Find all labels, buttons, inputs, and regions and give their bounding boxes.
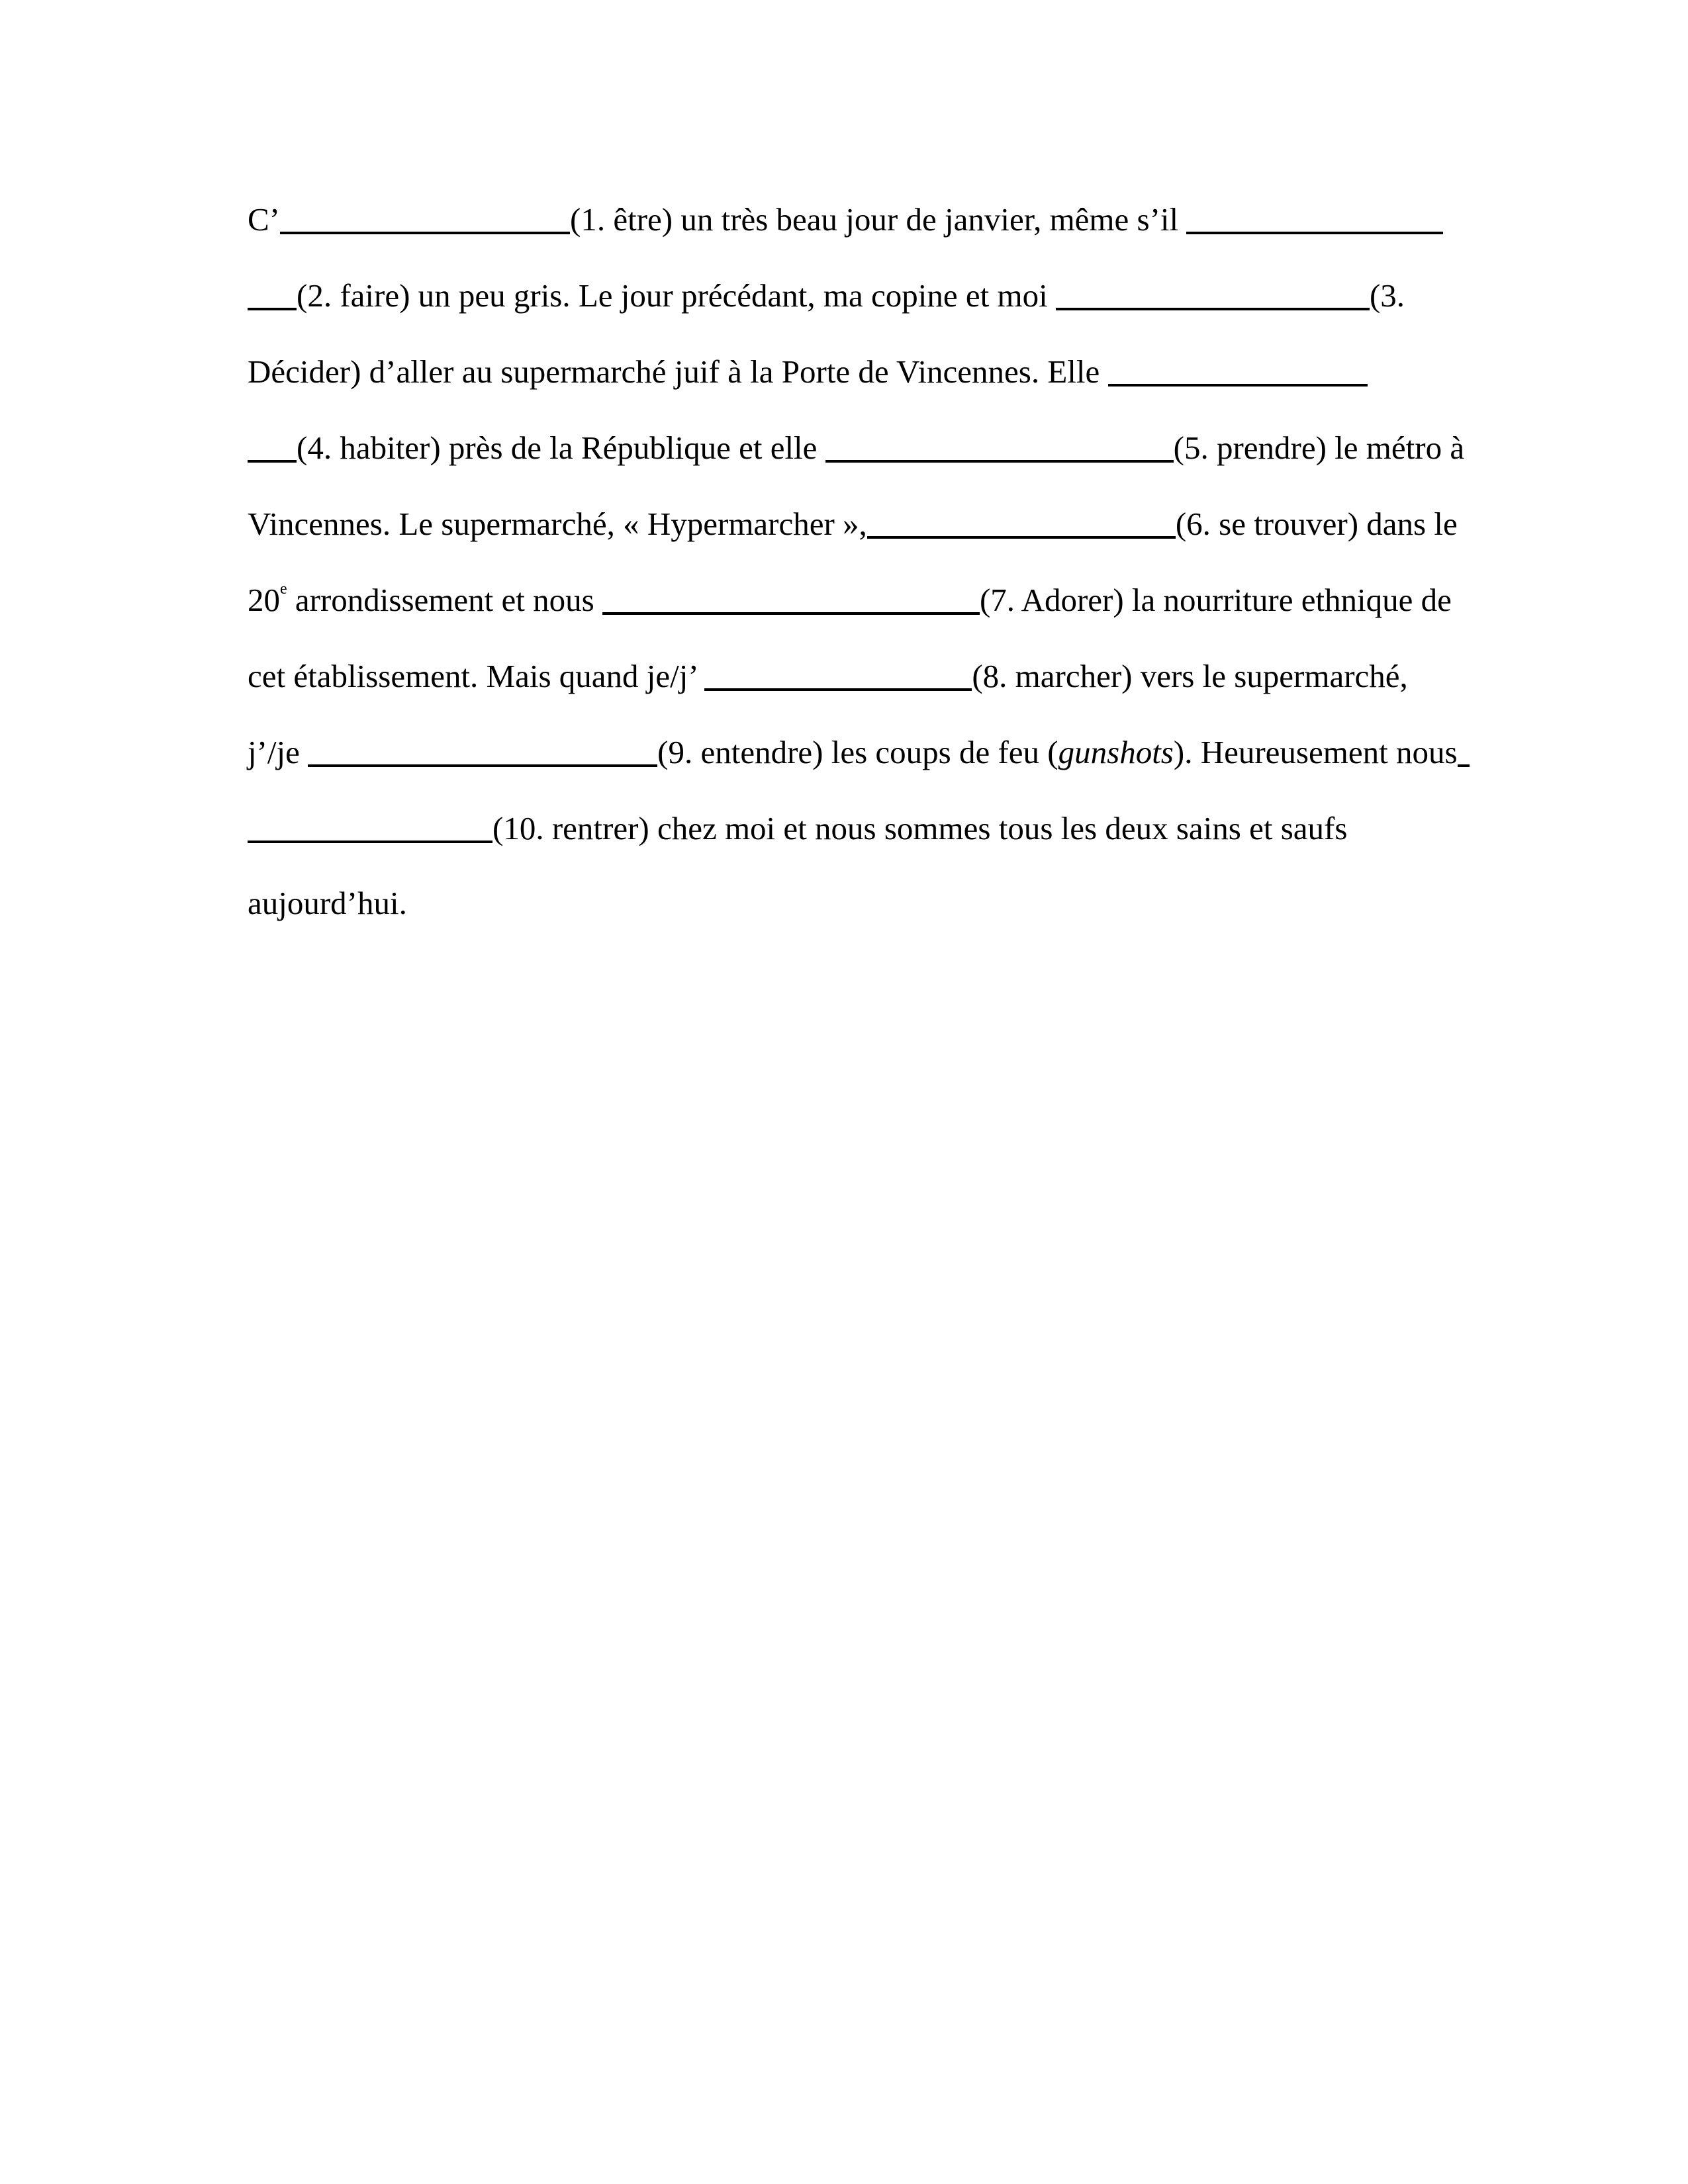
text-line-7: [248, 650, 1479, 726]
text-line-10: [248, 878, 1479, 954]
text-segment: (9. entendre) les coups de feu (: [657, 734, 1058, 770]
text-segment: j’/je: [248, 734, 308, 770]
text-segment: (1. être) un très beau jour de janvier, même s’il: [570, 201, 1187, 238]
italic-term: gunshots: [1058, 734, 1174, 770]
answer-blank-10-continued[interactable]: [248, 806, 492, 843]
text-line-1: [248, 193, 1479, 269]
text-line-2: [248, 269, 1479, 345]
answer-blank-7[interactable]: [602, 578, 980, 615]
superscript: e: [280, 580, 287, 598]
text-segment: (8. marcher) vers le supermarché,: [972, 658, 1408, 694]
text-segment: (2. faire) un peu gris. Le jour précédant, ma copine et moi: [297, 277, 1056, 314]
text-segment: (5. prendre) le métro à: [1173, 430, 1465, 466]
answer-blank-8[interactable]: [704, 654, 972, 691]
text-segment: (7. Adorer) la nourriture ethnique de: [979, 582, 1452, 618]
text-line-3: [248, 345, 1479, 422]
fill-in-exercise: [248, 193, 1479, 954]
text-segment: C’: [248, 201, 280, 238]
answer-blank-1[interactable]: [280, 197, 570, 234]
text-segment: cet établissement. Mais quand je/j’: [248, 658, 705, 694]
answer-blank-3[interactable]: [1056, 273, 1370, 310]
text-segment: (3.: [1369, 277, 1405, 314]
answer-blank-9[interactable]: [308, 730, 657, 767]
answer-blank-10[interactable]: [1458, 730, 1470, 767]
answer-blank-2[interactable]: [1186, 197, 1443, 234]
text-segment: ). Heureusement nous: [1173, 734, 1458, 770]
answer-blank-2-continued[interactable]: [248, 273, 297, 310]
answer-blank-4[interactable]: [1108, 349, 1368, 387]
text-line-6: [248, 574, 1479, 650]
answer-blank-6[interactable]: [867, 502, 1176, 539]
text-segment: 20: [248, 582, 280, 618]
answer-blank-4-continued[interactable]: [248, 426, 297, 463]
text-line-4: [248, 422, 1479, 498]
text-segment: (10. rentrer) chez moi et nous sommes tous les deux sains et saufs: [492, 810, 1348, 846]
text-segment: Vincennes. Le supermarché, « Hypermarcher »,: [248, 506, 867, 542]
text-segment: (4. habiter) près de la République et elle: [297, 430, 825, 466]
text-line-9: [248, 802, 1479, 878]
text-line-5: [248, 498, 1479, 574]
text-segment: arrondissement et nous: [287, 582, 602, 618]
text-line-8: [248, 726, 1479, 802]
text-segment: (6. se trouver) dans le: [1175, 506, 1458, 542]
answer-blank-5[interactable]: [825, 426, 1174, 463]
text-segment: Décider) d’aller au supermarché juif à la Porte de Vincennes. Elle: [248, 353, 1108, 390]
text-segment: aujourd’hui.: [248, 885, 407, 921]
